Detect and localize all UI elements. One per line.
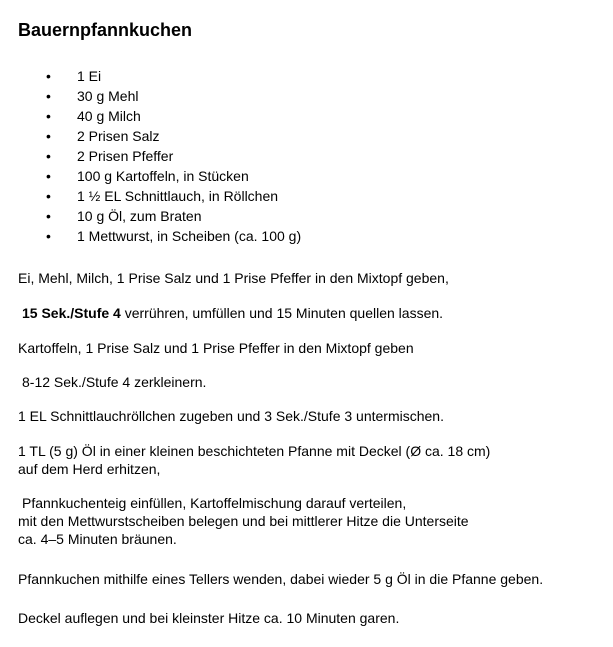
ingredient-text: 100 g Kartoffeln, in Stücken — [77, 168, 249, 184]
instruction-step-4: 8-12 Sek./Stufe 4 zerkleinern. — [22, 374, 207, 390]
bullet-icon: • — [46, 108, 51, 124]
instruction-step-9: Deckel auflegen und bei kleinster Hitze ca. 10 Minuten garen. — [18, 610, 400, 626]
ingredient-text: 1 Ei — [77, 68, 102, 84]
ingredient-text: 1 ½ EL Schnittlauch, in Röllchen — [77, 188, 279, 204]
instruction-step-7-line-1: Pfannkuchenteig einfüllen, Kartoffelmischung darauf verteilen, — [22, 495, 407, 511]
bullet-icon: • — [46, 88, 51, 104]
step-2-text: verrühren, umfüllen und 15 Minuten quellen lassen. — [120, 305, 444, 321]
bullet-icon: • — [46, 168, 51, 184]
instruction-step-6-line-2: auf dem Herd erhitzen, — [18, 461, 161, 477]
instruction-step-3: Kartoffeln, 1 Prise Salz und 1 Prise Pfeffer in den Mixtopf geben — [18, 340, 414, 356]
ingredient-text: 30 g Mehl — [77, 88, 139, 104]
bullet-icon: • — [46, 128, 51, 144]
bullet-icon: • — [46, 68, 51, 84]
instruction-step-8: Pfannkuchen mithilfe eines Tellers wenden, dabei wieder 5 g Öl in die Pfanne geben. — [18, 571, 544, 587]
instruction-step-6-line-1: 1 TL (5 g) Öl in einer kleinen beschichteten Pfanne mit Deckel (Ø ca. 18 cm) — [18, 443, 491, 459]
ingredient-text: 1 Mettwurst, in Scheiben (ca. 100 g) — [77, 228, 302, 244]
instruction-step-5: 1 EL Schnittlauchröllchen zugeben und 3 Sek./Stufe 3 untermischen. — [18, 408, 444, 424]
instruction-step-7-line-2: mit den Mettwurstscheiben belegen und bei mittlerer Hitze die Unterseite — [18, 513, 469, 529]
ingredient-text: 40 g Milch — [77, 108, 141, 124]
bullet-icon: • — [46, 208, 51, 224]
bullet-icon: • — [46, 148, 51, 164]
bullet-icon: • — [46, 188, 51, 204]
instruction-step-7-line-3: ca. 4–5 Minuten bräunen. — [18, 531, 177, 547]
step-2-emphasis: 15 Sek./Stufe 4 — [22, 305, 121, 321]
instruction-step-2 — [22, 304, 443, 322]
ingredient-text: 10 g Öl, zum Braten — [77, 208, 202, 224]
recipe-title: Bauernpfannkuchen — [18, 20, 193, 40]
bullet-icon: • — [46, 228, 51, 244]
instruction-step-1: Ei, Mehl, Milch, 1 Prise Salz und 1 Prise Pfeffer in den Mixtopf geben, — [18, 270, 449, 286]
ingredient-text: 2 Prisen Pfeffer — [77, 148, 174, 164]
ingredient-text: 2 Prisen Salz — [77, 128, 160, 144]
